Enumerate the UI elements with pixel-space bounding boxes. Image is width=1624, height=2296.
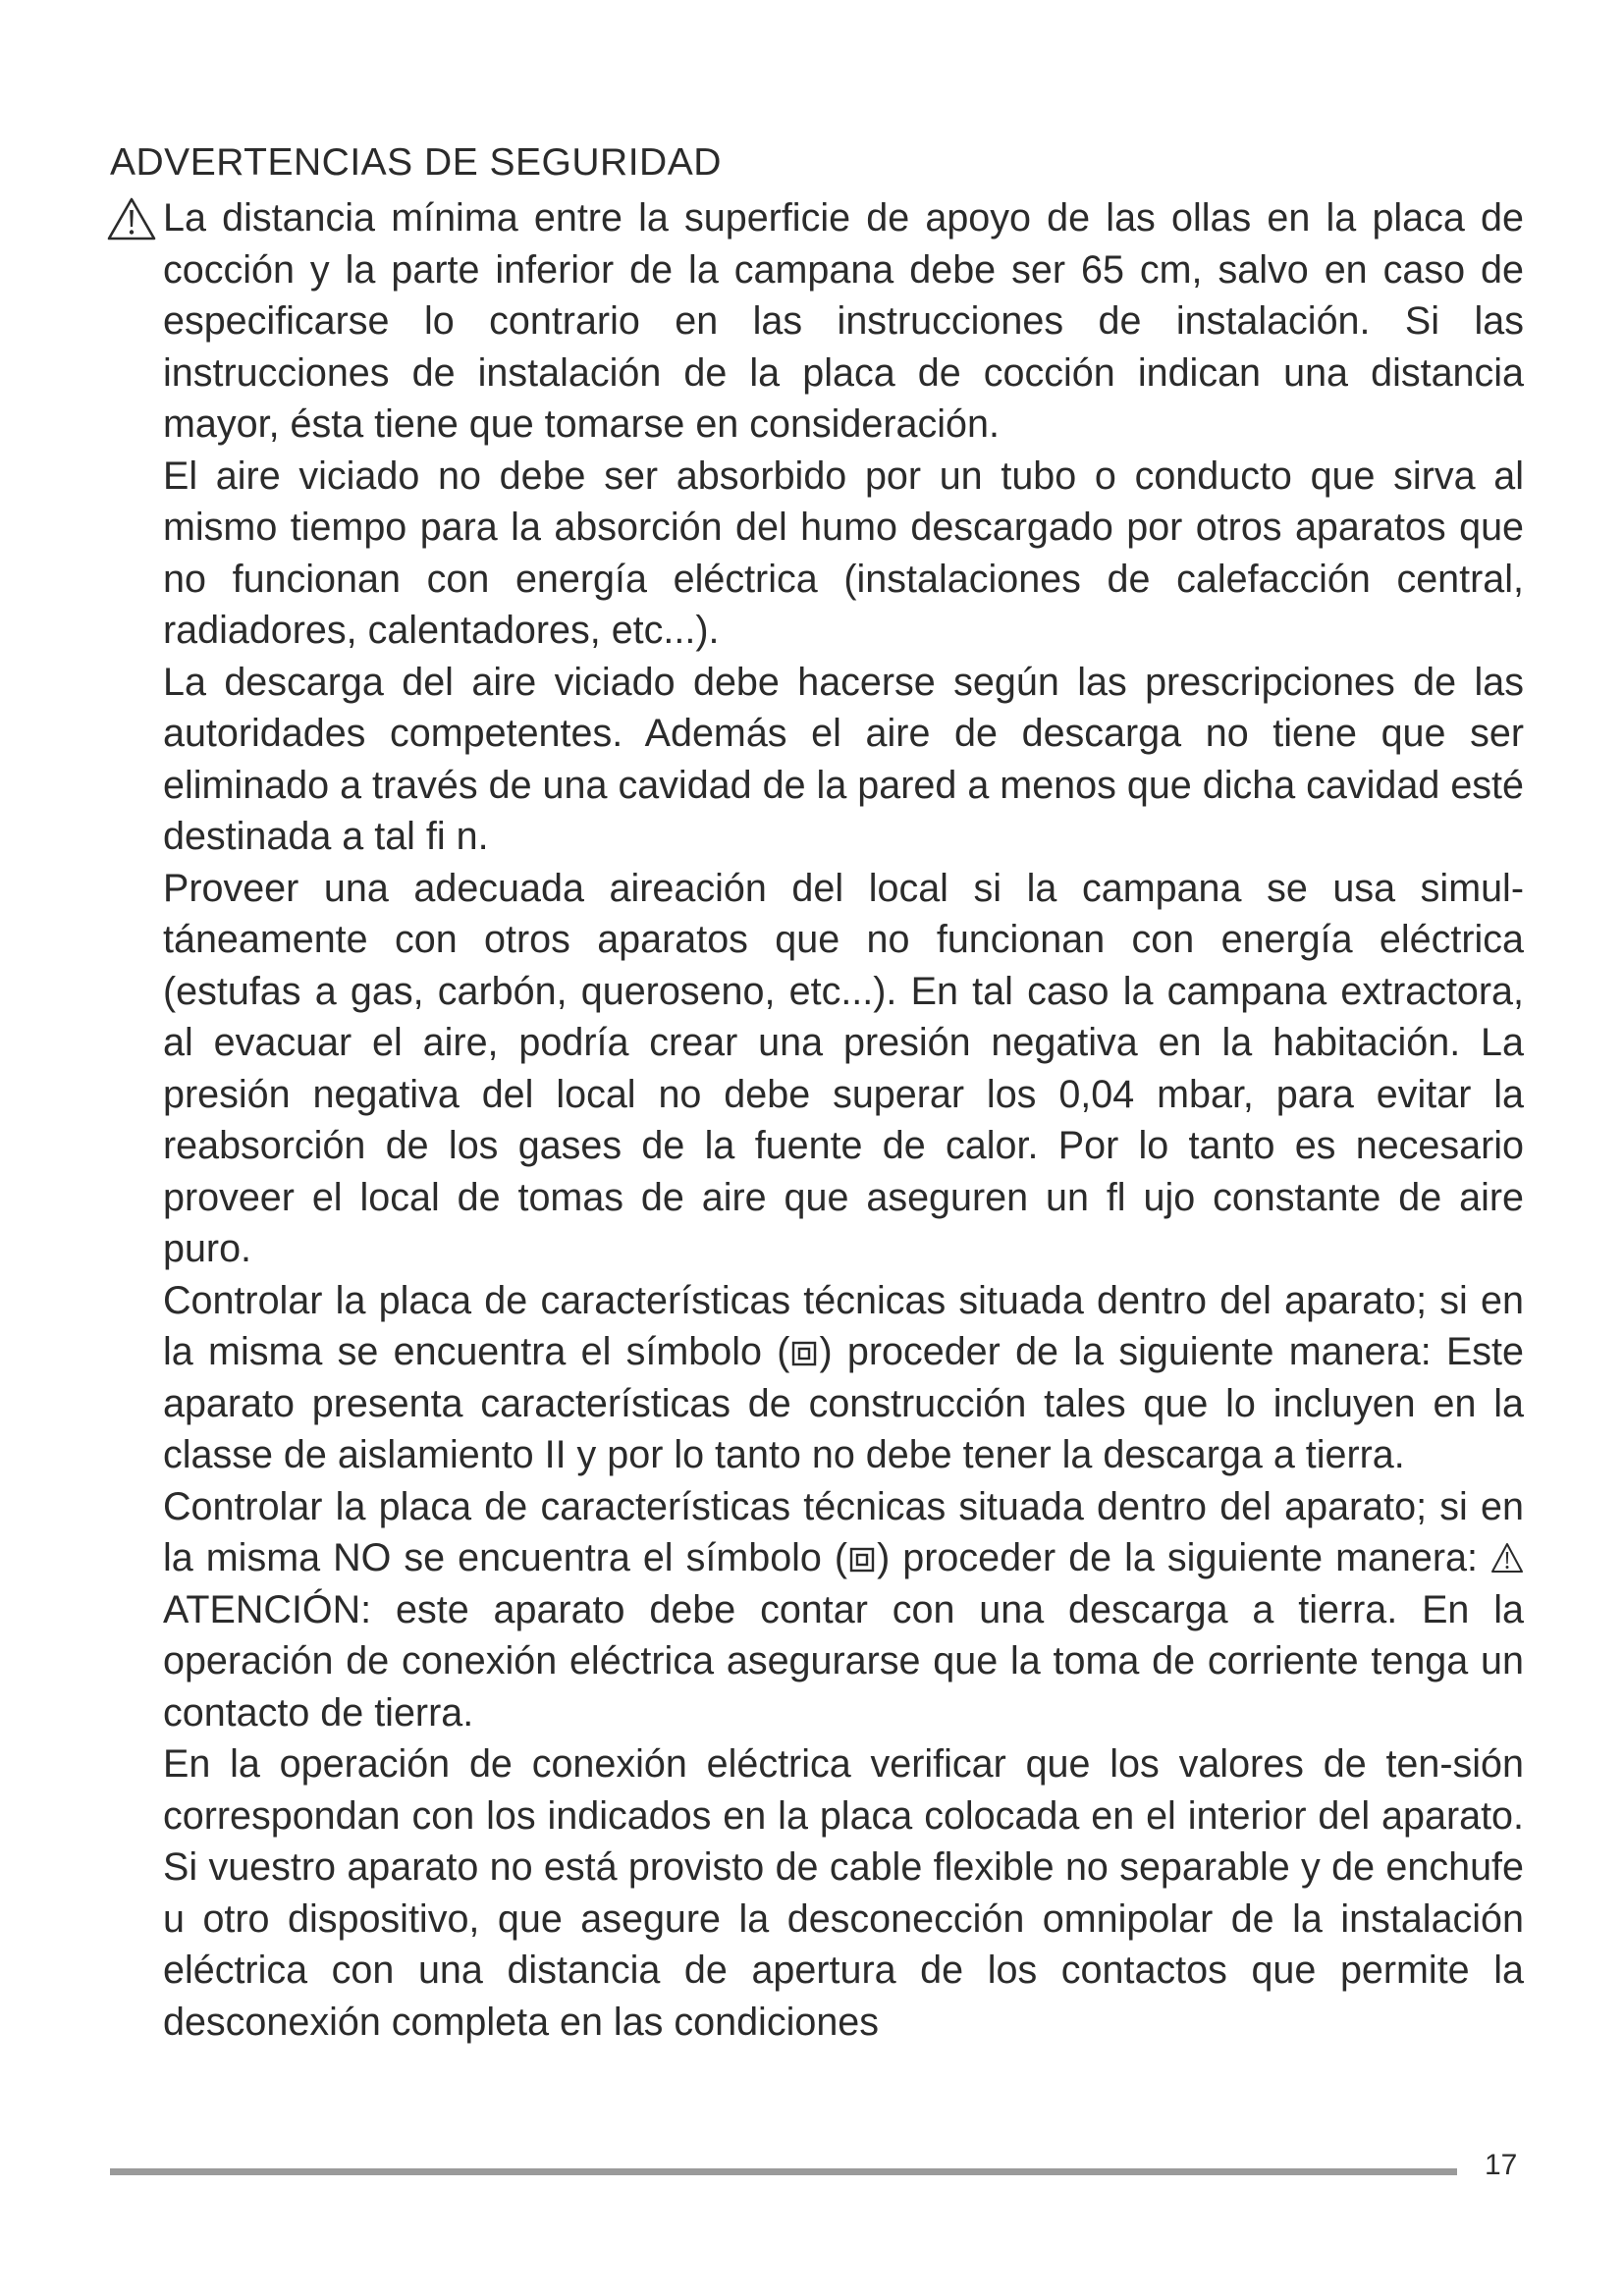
page-number: 17 xyxy=(1485,2149,1518,2181)
paragraph-earthing-after: ATENCIÓN: este aparato debe contar con una descarga a tierra. En la operación de conexión eléctrica asegurarse que la toma de corriente tenga un contacto de tierra. xyxy=(163,1587,1524,1735)
paragraph-class-ii-before: Controlar la placa de características técnicas situada dentro del aparato; si en la misma se encuentra el símbolo ( xyxy=(163,1278,1524,1373)
paragraph-earthing xyxy=(163,1481,1524,1739)
paragraph-air-discharge: La descarga del aire viciado debe hacerse según las prescripciones de las autoridades competentes. Además el aire de descarga no tiene que ser eliminado a través de una cavidad de la pared a menos que dicha cavidad esté destinada a tal fi n. xyxy=(163,660,1524,858)
warning-triangle-icon xyxy=(1490,1542,1524,1574)
paragraph-class-ii-after: ) proceder de la siguiente manera: Este aparato presenta características de construcción tales que lo incluyen en la classe de aislamiento II y por lo tanto no debe tener la descarga a tierra. xyxy=(163,1330,1524,1476)
paragraph-earthing-middle: ) proceder de la siguiente manera: xyxy=(877,1536,1490,1579)
double-insulation-icon xyxy=(791,1341,817,1366)
paragraph-hob-distance: La distancia mínima entre la superficie de apoyo de las ollas en la placa de cocción y la parte inferior de la campana debe ser 65 cm, salvo en caso de especificarse lo contrario en las instrucciones de instalación. Si las instrucciones de instalación de la placa de cocción indican una distancia mayor, ésta tiene que tomarse en consideración. xyxy=(163,196,1524,446)
paragraph-class-ii xyxy=(163,1275,1524,1481)
warning-triangle-icon xyxy=(106,196,157,241)
footer-rule xyxy=(110,2168,1457,2175)
paragraph-earthing-before: Controlar la placa de características técnicas situada dentro del aparato; si en la misma NO se encuentra el símbolo ( xyxy=(163,1484,1524,1579)
double-insulation-icon xyxy=(849,1547,875,1573)
page-heading: ADVERTENCIAS DE SEGURIDAD xyxy=(110,141,722,184)
paragraph-voltage-check: En la operación de conexión eléctrica verificar que los valores de ten-sión correspondan con los indicados en la placa colocada en el interior del aparato. Si vuestro aparato no está provisto de cable flexible no separable y de enchufe u otro dispositivo, que asegure la desconección omnipolar de la instalación eléctrica con una distancia de apertura de los contactos que permite la desconexión completa en las condiciones xyxy=(163,1742,1524,2044)
paragraph-ventilation: Proveer una adecuada aireación del local si la campana se usa simul-táneamente con otros aparatos que no funcionan con energía eléctrica (estufas a gas, carbón, queroseno, etc...). En tal caso la campana extractora, al evacuar el aire, podría crear una presión negativa en la habitación. La presión negativa del local no debe superar los 0,04 mbar, para evitar la reabsorción de los gases de la fuente de calor. Por lo tanto es necesario proveer el local de tomas de aire que aseguren un fl ujo constante de aire puro. xyxy=(163,866,1524,1270)
paragraph-exhaust-air: El aire viciado no debe ser absorbido por un tubo o conducto que sirva al mismo tiempo para la absorción del humo descargado por otros aparatos que no funcionan con energía eléctrica (instalaciones de calefacción central, radiadores, calentadores, etc...). xyxy=(163,454,1524,652)
warnings-body xyxy=(163,192,1524,2048)
